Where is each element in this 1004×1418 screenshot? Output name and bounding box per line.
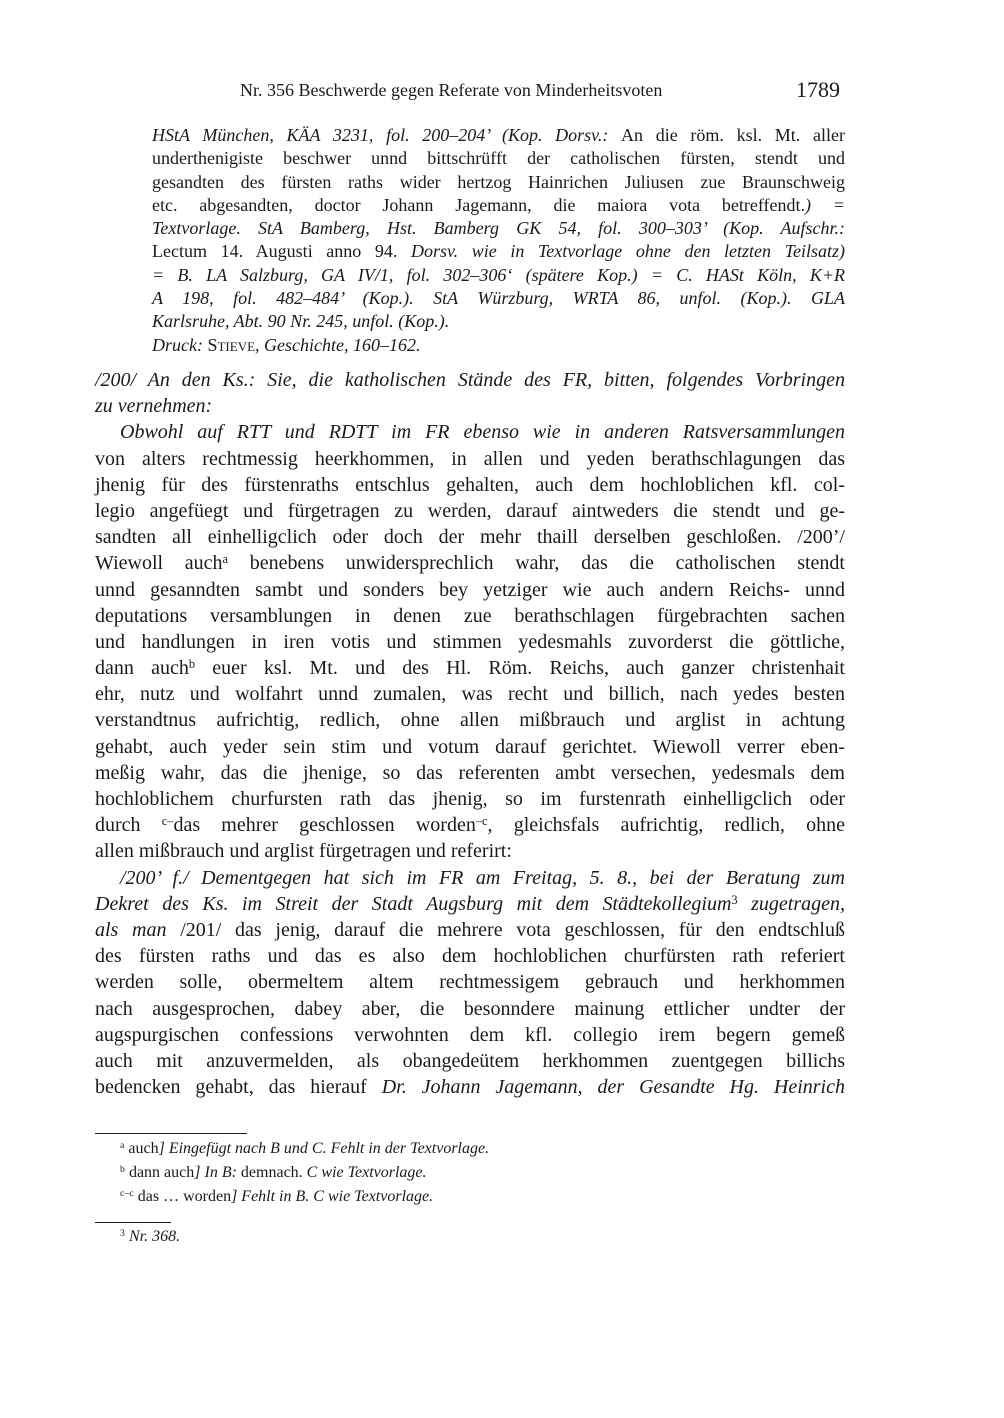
text-run: gehabt, auch yeder sein stim und votum darauf gerichtet. Wiewoll verrer eben- xyxy=(95,735,845,758)
text-run: demnach. xyxy=(240,1164,307,1181)
text-line xyxy=(95,996,845,1022)
text-run: meßig wahr, das die jhenige, so das referenten ambt versechen, yedesmals dem xyxy=(95,761,845,784)
text-run: werden solle, obermeltem altem rechtmessigem gebrauch und herkhommen xyxy=(95,971,845,994)
text-run: Dekret des Ks. im Streit der Stadt Augsburg mit dem Städtekollegium xyxy=(95,892,732,915)
text-line xyxy=(152,147,845,170)
text-run: legio angefüegt und fürgetragen zu werden, darauf aintweders die stendt und ge- xyxy=(95,499,845,522)
text-run: Karlsruhe, Abt. 90 Nr. 245, unfol. (Kop.). xyxy=(152,311,450,332)
text-run: Dr. Johann Jagemann, der Gesandte Hg. Heinrich xyxy=(381,1076,845,1099)
text-run: underthenigiste beschwer unnd bittschrüfft der catholischen fürsten, stendt und xyxy=(152,148,845,169)
text-run: sandten all einhelligclich oder doch der mehr thaill derselben geschloßen. /200’/ xyxy=(95,526,845,549)
text-run: gesandten des fürsten raths wider hertzog Hainrichen Juliusen zue Braunschweig xyxy=(152,171,845,192)
text-line xyxy=(95,550,845,576)
note-marker: –c xyxy=(475,814,488,828)
text-run: verstandtnus aufrichtig, redlich, ohne allen mißbrauch und arglist in achtung xyxy=(95,709,845,732)
text-line xyxy=(120,1161,489,1185)
text-line xyxy=(152,217,845,240)
text-line xyxy=(95,393,845,419)
text-run: , Geschichte, 160–162. xyxy=(255,334,421,355)
text-run: dann auch xyxy=(95,657,189,680)
text-line xyxy=(95,655,845,681)
text-run: Lectum 14. Augusti anno 94. xyxy=(152,241,411,262)
text-run: HStA München, KÄA 3231, fol. 200–204’ (Kop. Dorsv.: xyxy=(152,125,622,145)
text-run: durch xyxy=(95,814,162,837)
text-run: auch xyxy=(124,1140,159,1157)
text-run: das mehrer geschlossen worden xyxy=(173,814,476,837)
text-run: auch mit anzuvermelden, als obangedeütem herkhommen zuentgegen billichs xyxy=(95,1049,845,1072)
text-run: deputations versamblungen in denen zue berathschlagen fürgebrachten sachen xyxy=(95,604,845,627)
text-line xyxy=(152,124,845,147)
text-line xyxy=(95,367,845,393)
text-run: dann auch xyxy=(124,1164,195,1181)
note-marker: b xyxy=(188,656,196,671)
text-line xyxy=(152,310,845,333)
text-run: Nr. 368. xyxy=(124,1228,181,1245)
text-run: nach ausgesprochen, dabey aber, die besonndere mainung ettlicher undter der xyxy=(95,997,845,1020)
source-apparatus xyxy=(152,124,845,357)
text-line xyxy=(95,917,845,943)
text-line xyxy=(152,287,845,310)
text-run: An die röm. ksl. Mt. aller xyxy=(621,125,845,145)
text-run: A 198, fol. 482–484’ (Kop.). StA Würzburg, WRTA 86, unfol. (Kop.). GLA xyxy=(152,288,845,309)
text-run: euer ksl. Mt. und des Hl. Röm. Reichs, auch ganzer christenhait xyxy=(195,657,845,680)
text-run: , gleichsfals aufrichtig, redlich, ohne xyxy=(487,814,845,837)
text-run: zugetragen, xyxy=(737,892,845,915)
document-body-text xyxy=(95,367,845,1100)
text-line xyxy=(95,838,845,864)
text-run: /200’ f./ Dementgegen hat sich im FR am Freitag, 5. 8., bei der Beratung zum xyxy=(120,866,845,889)
note-marker: 3 xyxy=(120,1228,125,1240)
text-run: das … worden xyxy=(133,1188,232,1205)
text-run: = B. LA Salzburg, GA IV/1, fol. 302–306‘ (spätere Kop.) = C. HASt Köln, K+R xyxy=(152,264,845,285)
text-line xyxy=(95,629,845,655)
text-line xyxy=(95,812,845,838)
text-line xyxy=(95,786,845,812)
text-run: augspurgischen confessions verwohnten dem kfl. collegio irem begern gemeß xyxy=(95,1023,845,1046)
text-line xyxy=(95,891,845,917)
text-run: etc. abgesandten, doctor Johann Jagemann, die maiora vota betreffendt. xyxy=(152,194,806,215)
text-run: ] Fehlt in B. C wie Textvorlage. xyxy=(231,1188,434,1205)
text-line xyxy=(95,969,845,995)
text-line xyxy=(152,194,845,217)
text-run: /200/ An den Ks.: Sie, die katholischen Stände des FR, bitten, folgendes Vorbringen xyxy=(95,369,845,391)
text-critical-notes xyxy=(120,1137,489,1209)
text-line xyxy=(95,707,845,733)
text-run: ehr, nutz und wolfahrt unnd zumalen, was recht und billich, nach yedes besten xyxy=(95,683,845,706)
text-line xyxy=(95,419,845,445)
text-line xyxy=(95,603,845,629)
text-line xyxy=(95,681,845,707)
text-line xyxy=(95,498,845,524)
text-run: benebens unwidersprechlich wahr, das die catholischen stendt xyxy=(228,552,845,575)
text-line xyxy=(152,240,845,263)
text-run: zu vernehmen: xyxy=(95,395,213,418)
text-run: als man xyxy=(95,918,181,941)
commentary-separator xyxy=(95,1222,171,1223)
text-run: ) = xyxy=(805,194,846,215)
note-marker: a xyxy=(120,1140,125,1152)
note-marker: c–c xyxy=(120,1188,134,1200)
note-marker: 3 xyxy=(731,892,738,907)
text-run: bedencken gehabt, das hierauf xyxy=(95,1076,382,1099)
text-line xyxy=(95,1074,845,1100)
text-run: jhenig für des fürstenraths entschlus gehalten, auch dem hochloblichen kfl. col- xyxy=(95,473,845,496)
page-number: 1789 xyxy=(796,77,840,102)
text-line xyxy=(95,943,845,969)
text-run: Obwohl auf RTT und RDTT im FR ebenso wie in anderen Ratsversammlungen xyxy=(120,421,845,444)
text-run: ] Eingefügt nach B und C. Fehlt in der Textvorlage. xyxy=(158,1140,490,1157)
text-run: und handlungen in iren votis und stimmen yedesmahls zuvorderst die göttliche, xyxy=(95,630,845,653)
text-line xyxy=(95,760,845,786)
text-run: unnd gesanndten sambt und sonders bey yetziger wie auch andern Reichs- unnd xyxy=(95,578,845,601)
text-run: /201/ das jenig, darauf die mehrere vota geschlossen, für den endtschluß xyxy=(180,918,845,941)
text-run: Stieve xyxy=(207,334,256,355)
text-line xyxy=(152,171,845,194)
text-run: Wiewoll auch xyxy=(95,552,223,575)
text-run: Dorsv. wie in Textvorlage ohne den letzten Teilsatz) xyxy=(410,241,845,262)
footnote-separator xyxy=(95,1133,247,1134)
note-marker: b xyxy=(120,1164,125,1176)
text-line xyxy=(95,734,845,760)
text-line xyxy=(95,865,845,891)
text-line xyxy=(95,1022,845,1048)
text-run: Textvorlage. StA Bamberg, Hst. Bamberg GK 54, fol. 300–303’ (Kop. Aufschr.: xyxy=(152,218,845,239)
text-run: ] In B: xyxy=(194,1164,241,1181)
running-head: Nr. 356 Beschwerde gegen Referate von Minderheitsvoten xyxy=(240,80,663,100)
text-run: des fürsten raths und das es also dem hochloblichen churfürsten rath referiert xyxy=(95,945,845,968)
text-line xyxy=(95,577,845,603)
text-line xyxy=(95,1048,845,1074)
text-line xyxy=(95,472,845,498)
text-run: hochloblichem churfursten rath das jhenig, so im furstenrath einhelligclich oder xyxy=(95,788,845,810)
text-line xyxy=(95,446,845,472)
note-marker: a xyxy=(222,552,229,567)
text-run: Druck: xyxy=(152,334,208,355)
note-marker: c– xyxy=(161,814,174,828)
text-line xyxy=(120,1228,180,1246)
text-line xyxy=(120,1137,489,1161)
text-line xyxy=(120,1185,489,1209)
text-line xyxy=(152,334,845,357)
text-run: allen mißbrauch und arglist fürgetragen und referirt: xyxy=(95,840,512,863)
text-run: C wie Textvorlage. xyxy=(306,1164,427,1181)
text-line xyxy=(95,524,845,550)
text-run: von alters rechtmessig heerkhommen, in allen und yeden berathschlagungen das xyxy=(95,447,845,470)
commentary-notes xyxy=(120,1228,180,1246)
text-line xyxy=(152,264,845,287)
